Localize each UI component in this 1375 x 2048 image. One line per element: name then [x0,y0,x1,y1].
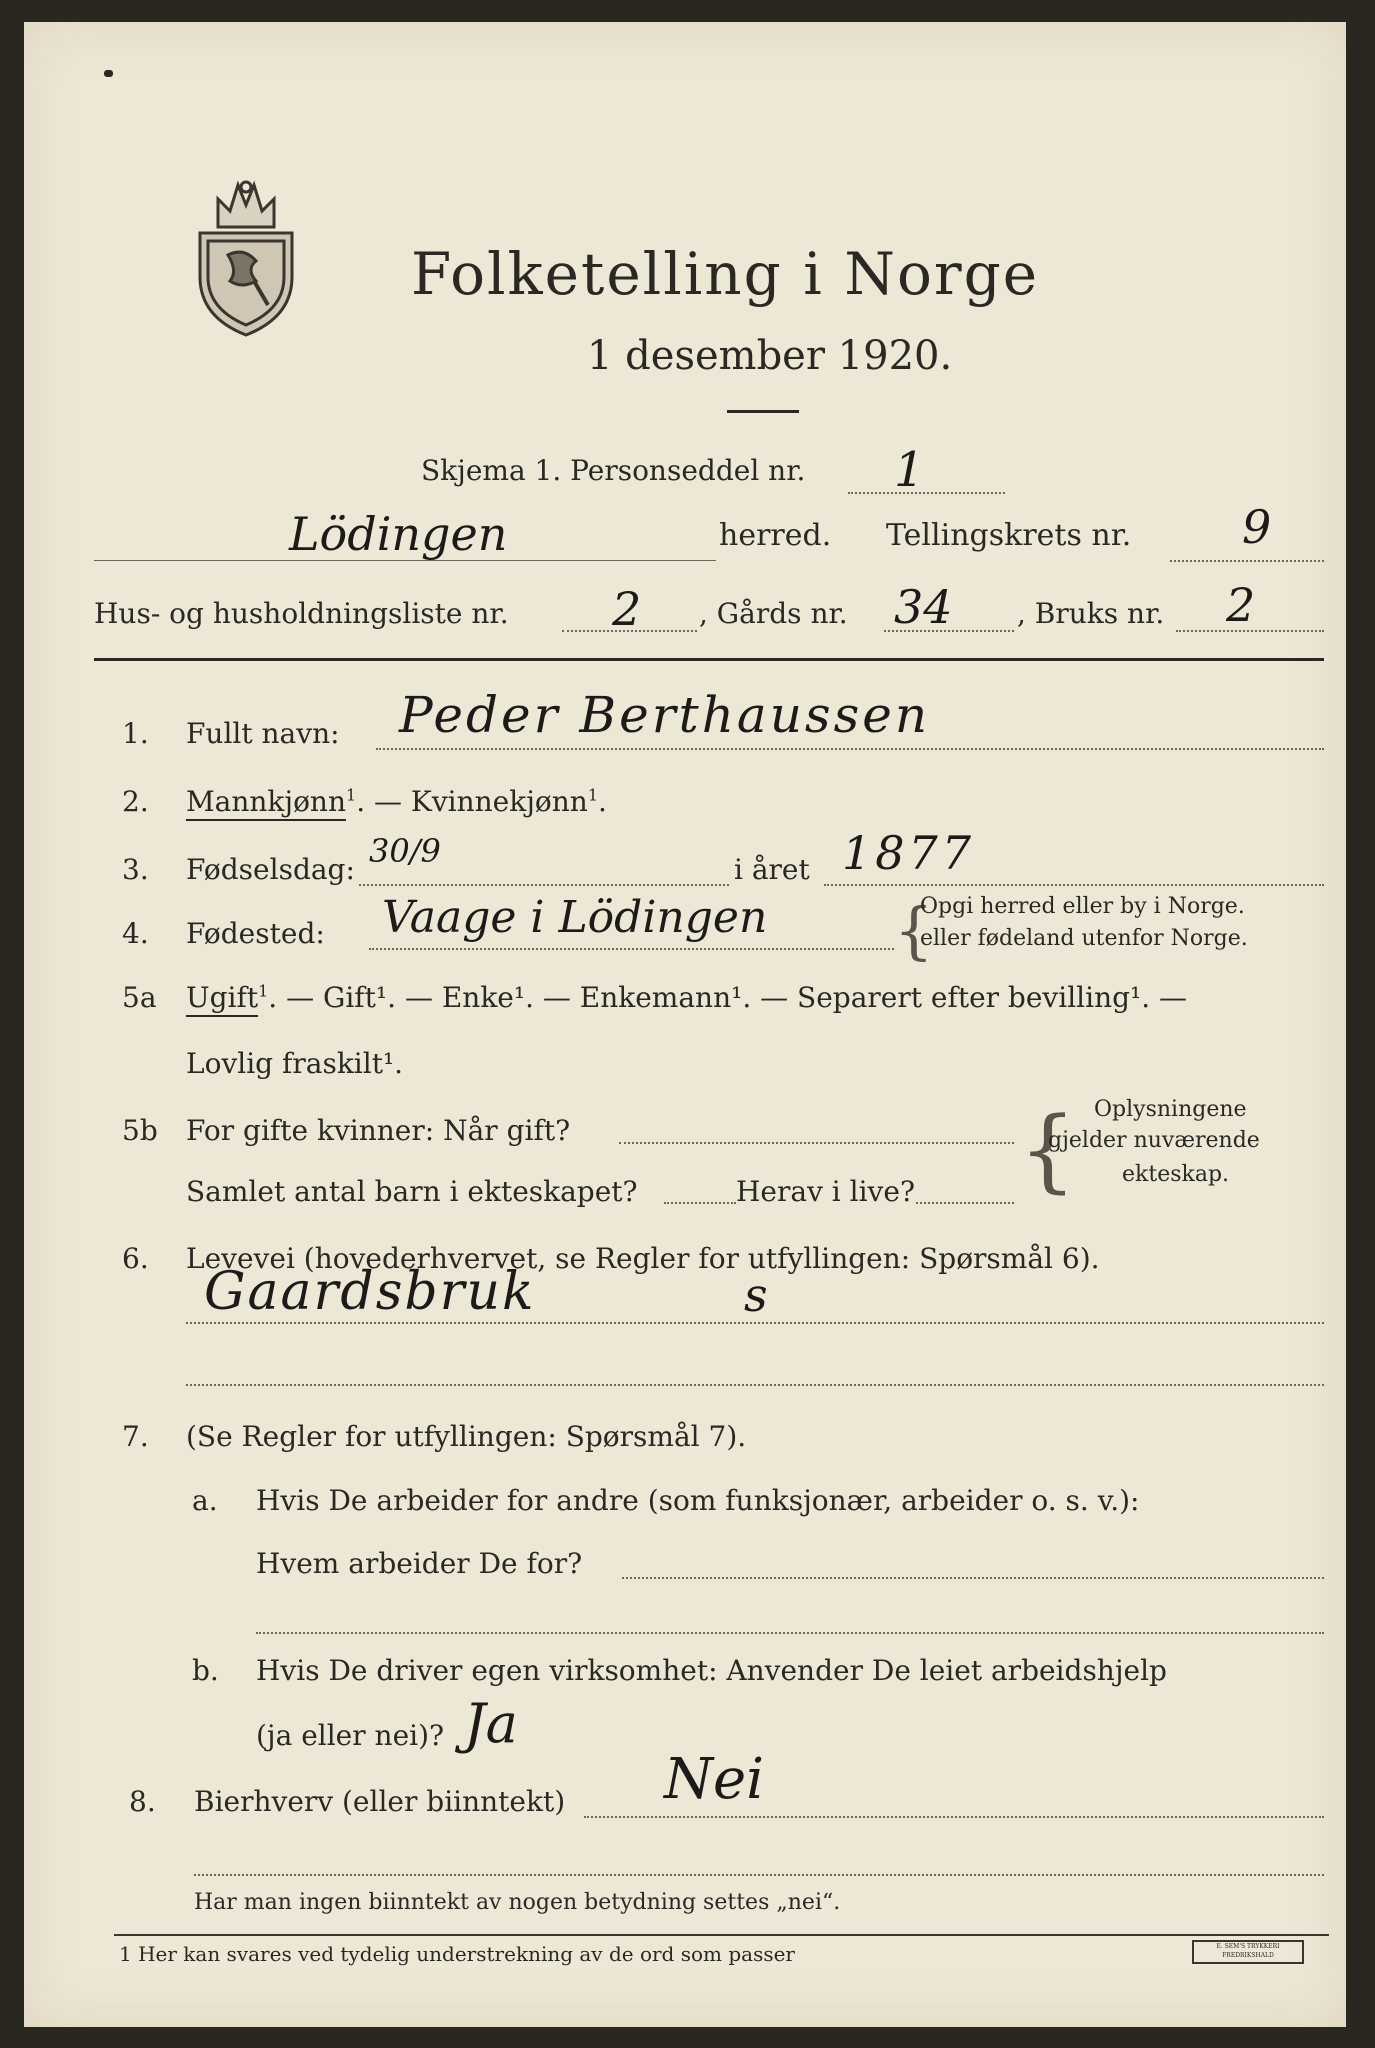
q6-label: Levevei (hovederhvervet, se Regler for utfyllingen: Spørsmål 6). [186,1242,1100,1275]
household-list-value: 2 [612,582,642,636]
q5b-note-line3: ekteskap. [1122,1162,1230,1187]
q2-sup1: 1 [346,785,357,805]
schema-field-line [848,492,1005,494]
census-form [24,22,1346,2027]
q7a-line1: Hvis De arbeider for andre (som funksjonær, arbeider o. s. v.): [256,1484,1140,1517]
q2-male-option: Mannkjønn [186,785,346,821]
q3-year-label: i året [734,853,810,886]
q8-field-line-1 [584,1816,1324,1818]
q8-value: Nei [664,1747,765,1812]
q8-number: 8. [129,1785,156,1818]
q1-value: Peder Berthaussen [399,686,931,744]
q5b-note-line2: gjelder nuværende [1048,1128,1260,1153]
printer-stamp: E. SEM'S TRYKKERI FREDRIKSHALD [1192,1940,1304,1964]
schema-value: 1 [894,442,925,498]
q5b-children-field-line [664,1202,736,1204]
q4-note-line2: eller fødeland utenfor Norge. [920,926,1248,951]
q7a-field-line-1 [622,1577,1324,1579]
q3-year-value: 1877 [842,826,976,880]
schema-label: Skjema 1. Personseddel nr. [421,454,806,487]
q5a-ugift-sup: 1 [258,981,269,1001]
q7-label: (Se Regler for utfyllingen: Spørsmål 7). [186,1420,747,1453]
q5b-number: 5b [122,1114,158,1147]
herred-label: herred. [719,518,832,553]
q2-separator: . — [356,785,411,818]
q5b-line1: For gifte kvinner: Når gift? [186,1114,571,1147]
q4-field-line [369,948,894,950]
q3-day-field-line [359,884,729,886]
q6-number: 6. [122,1242,149,1275]
q5a-line2: Lovlig fraskilt¹. [186,1047,404,1080]
krets-value: 9 [1242,500,1272,554]
q4-brace: { [894,894,934,967]
q4-label: Fødested: [186,917,325,950]
q2-sup2: 1 [587,785,598,805]
q8-field-line-2 [194,1874,1324,1876]
q2-number: 2. [122,785,149,818]
q5a-number: 5a [122,981,157,1014]
gards-value: 34 [894,580,953,634]
gards-label: , Gårds nr. [699,597,848,630]
q5a-ugift-option: Ugift [186,981,258,1017]
q6-field-line-2 [186,1384,1324,1386]
q7b-number: b. [192,1654,219,1687]
bottom-note: Har man ingen biinntekt av nogen betydning settes „nei“. [194,1890,841,1915]
ink-mark [104,70,113,77]
title-divider [727,410,799,413]
q1-field-line [376,748,1324,750]
q7b-value: Ja [464,1692,518,1755]
krets-field-line [1170,560,1324,562]
q7a-line2: Hvem arbeider De for? [256,1547,583,1580]
q5b-line2a: Samlet antal barn i ekteskapet? [186,1175,638,1208]
q6-value-suffix: s [744,1268,768,1322]
q3-year-field-line [824,884,1324,886]
coat-of-arms-icon [186,177,306,339]
q5a-options [186,981,1187,1014]
q7-number: 7. [122,1420,149,1453]
q5b-line2b: Herav i live? [736,1175,915,1208]
q6-field-line-1 [186,1322,1324,1324]
footnote: 1 Her kan svares ved tydelig understrekning av de ord som passer [119,1942,795,1966]
q4-value: Vaage i Lödingen [382,892,768,943]
q7b-line1: Hvis De driver egen virksomhet: Anvender De leiet arbeidshjelp [256,1654,1167,1687]
q7b-line2: (ja eller nei)? [256,1719,445,1752]
q8-label: Bierhverv (eller biinntekt) [194,1785,566,1818]
q5b-alive-field-line [916,1202,1014,1204]
household-list-label: Hus- og husholdningsliste nr. [94,597,509,630]
krets-label: Tellingskrets nr. [886,518,1132,553]
bruks-value: 2 [1226,578,1256,632]
q7a-field-line-2 [256,1632,1324,1634]
q5b-note-line1: Oplysningene [1094,1097,1247,1122]
q2-options [186,785,607,818]
q1-label: Fullt navn: [186,717,340,750]
q2-female-option: Kvinnekjønn [410,785,588,818]
q3-day-value: 30/9 [369,832,441,870]
herred-value: Lödingen [289,507,508,561]
q4-note-line1: Opgi herred eller by i Norge. [920,894,1245,919]
footnote-rule [114,1934,1329,1936]
q6-value: Gaardsbruk [204,1262,536,1322]
header-rule [94,658,1324,661]
q5a-other-options: . — Gift¹. — Enke¹. — Enkemann¹. — Separert efter bevilling¹. — [268,981,1188,1014]
q5b-married-field-line [619,1142,1014,1144]
q3-number: 3. [122,853,149,886]
q7a-number: a. [192,1484,218,1517]
q3-label: Fødselsdag: [186,853,355,886]
form-title: Folketelling i Norge [411,240,1040,308]
bruks-label: , Bruks nr. [1017,597,1165,630]
q4-number: 4. [122,917,149,950]
q5b-brace: { [1019,1098,1077,1203]
q1-number: 1. [122,717,149,750]
q2-end: . [598,785,607,818]
form-date: 1 desember 1920. [587,333,953,379]
